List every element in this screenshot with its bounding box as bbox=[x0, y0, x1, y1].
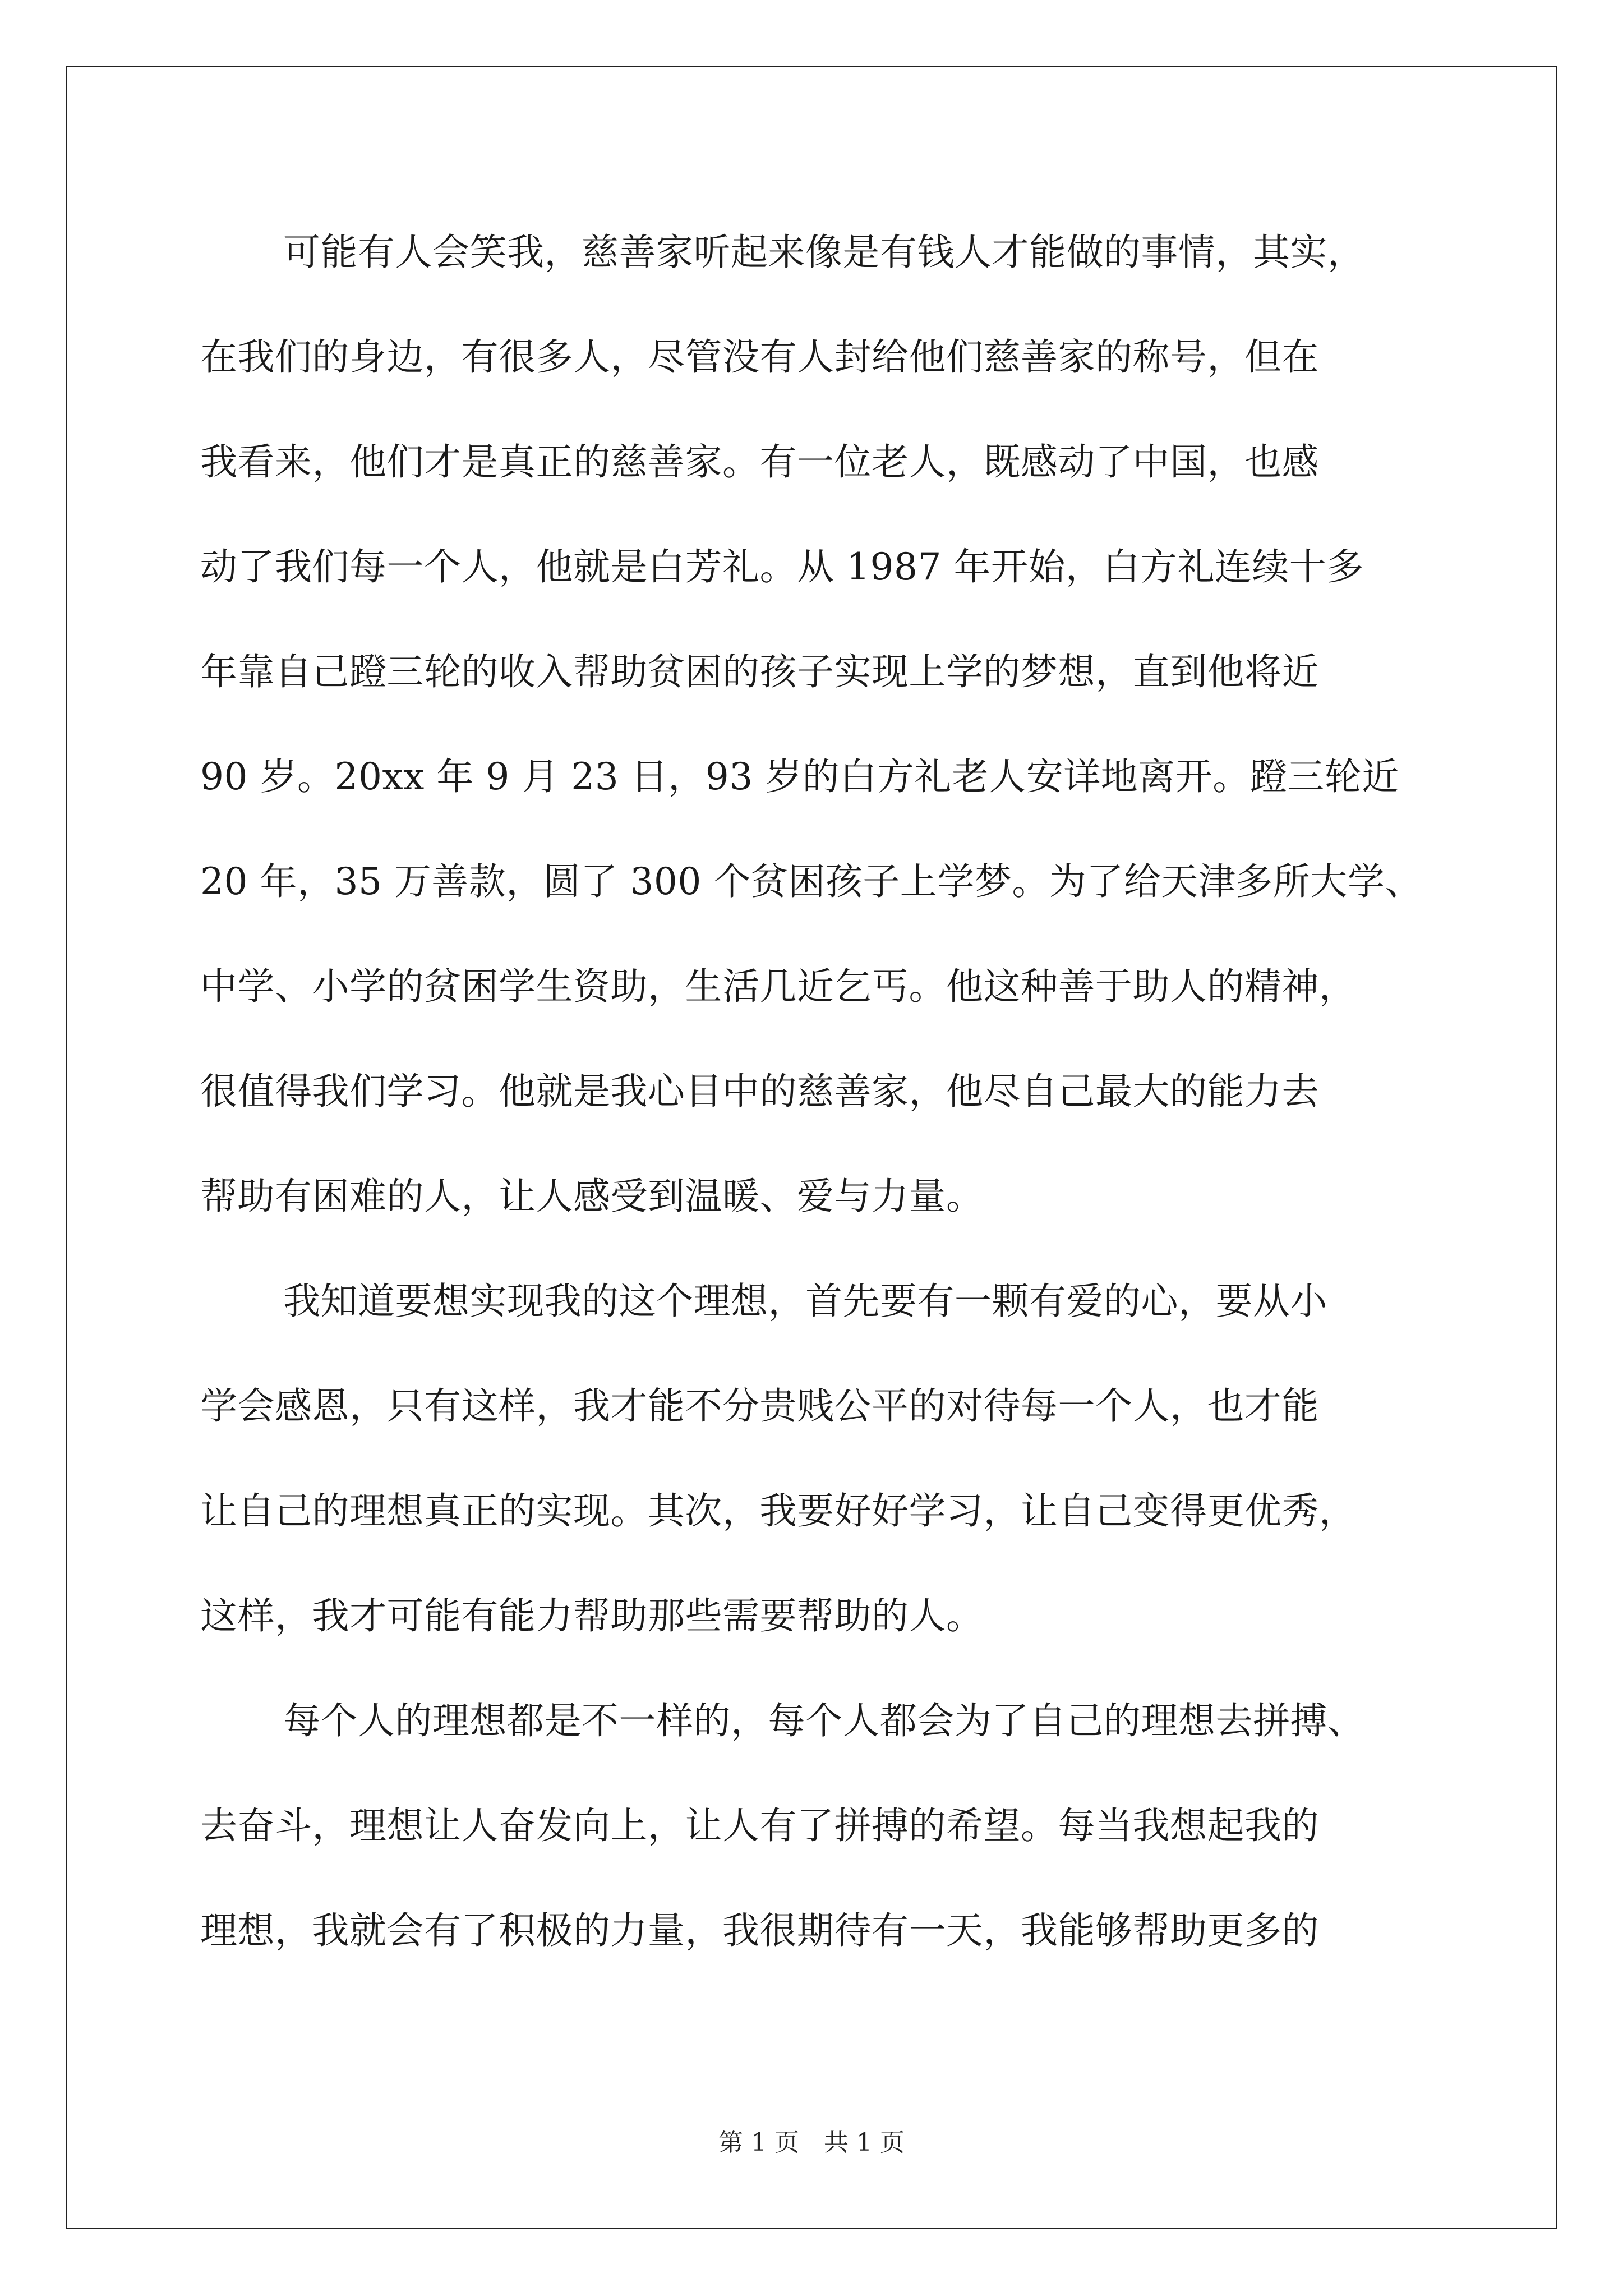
paragraph-1-line-3: 我看来，他们才是真正的慈善家。有一位老人，既感动了中国，也感 bbox=[200, 440, 1319, 484]
paragraph-2-line-4: 这样，我才可能有能力帮助那些需要帮助的人。 bbox=[200, 1594, 984, 1637]
page-number-footer: 第 1 页 共 1 页 bbox=[718, 2128, 905, 2157]
page-border bbox=[66, 66, 1557, 2229]
paragraph-3-line-1: 每个人的理想都是不一样的，每个人都会为了自己的理想去拼搏、 bbox=[283, 1699, 1365, 1742]
paragraph-1-line-10: 帮助有困难的人，让人感受到温暖、爱与力量。 bbox=[200, 1175, 984, 1218]
paragraph-1-line-4: 动了我们每一个人，他就是白芳礼。从 1987 年开始，白方礼连续十多 bbox=[200, 545, 1364, 588]
paragraph-1-line-2: 在我们的身边，有很多人，尽管没有人封给他们慈善家的称号，但在 bbox=[200, 335, 1319, 379]
paragraph-1-line-8: 中学、小学的贫困学生资助，生活几近乞丐。他这种善于助人的精神， bbox=[200, 965, 1357, 1008]
paragraph-3-line-2: 去奋斗，理想让人奋发向上，让人有了拼搏的希望。每当我想起我的 bbox=[200, 1804, 1319, 1847]
paragraph-1-line-9: 很值得我们学习。他就是我心目中的慈善家，他尽自己最大的能力去 bbox=[200, 1070, 1319, 1113]
paragraph-2-line-1: 我知道要想实现我的这个理想，首先要有一颗有爱的心，要从小 bbox=[283, 1280, 1327, 1323]
paragraph-3-line-3: 理想，我就会有了积极的力量，我很期待有一天，我能够帮助更多的 bbox=[200, 1909, 1319, 1952]
paragraph-1-line-7: 20 年，35 万善款，圆了 300 个贫困孩子上学梦。为了给天津多所大学、 bbox=[200, 860, 1422, 903]
paragraph-2-line-2: 学会感恩，只有这样，我才能不分贵贱公平的对待每一个人，也才能 bbox=[200, 1384, 1319, 1428]
paragraph-1-line-5: 年靠自己蹬三轮的收入帮助贫困的孩子实现上学的梦想，直到他将近 bbox=[200, 650, 1319, 693]
paragraph-2-line-3: 让自己的理想真正的实现。其次，我要好好学习，让自己变得更优秀， bbox=[200, 1489, 1357, 1533]
paragraph-1-line-1: 可能有人会笑我，慈善家听起来像是有钱人才能做的事情，其实， bbox=[283, 231, 1365, 274]
paragraph-1-line-6: 90 岁。20xx 年 9 月 23 日，93 岁的白方礼老人安详地离开。蹬三轮近 bbox=[200, 755, 1399, 798]
